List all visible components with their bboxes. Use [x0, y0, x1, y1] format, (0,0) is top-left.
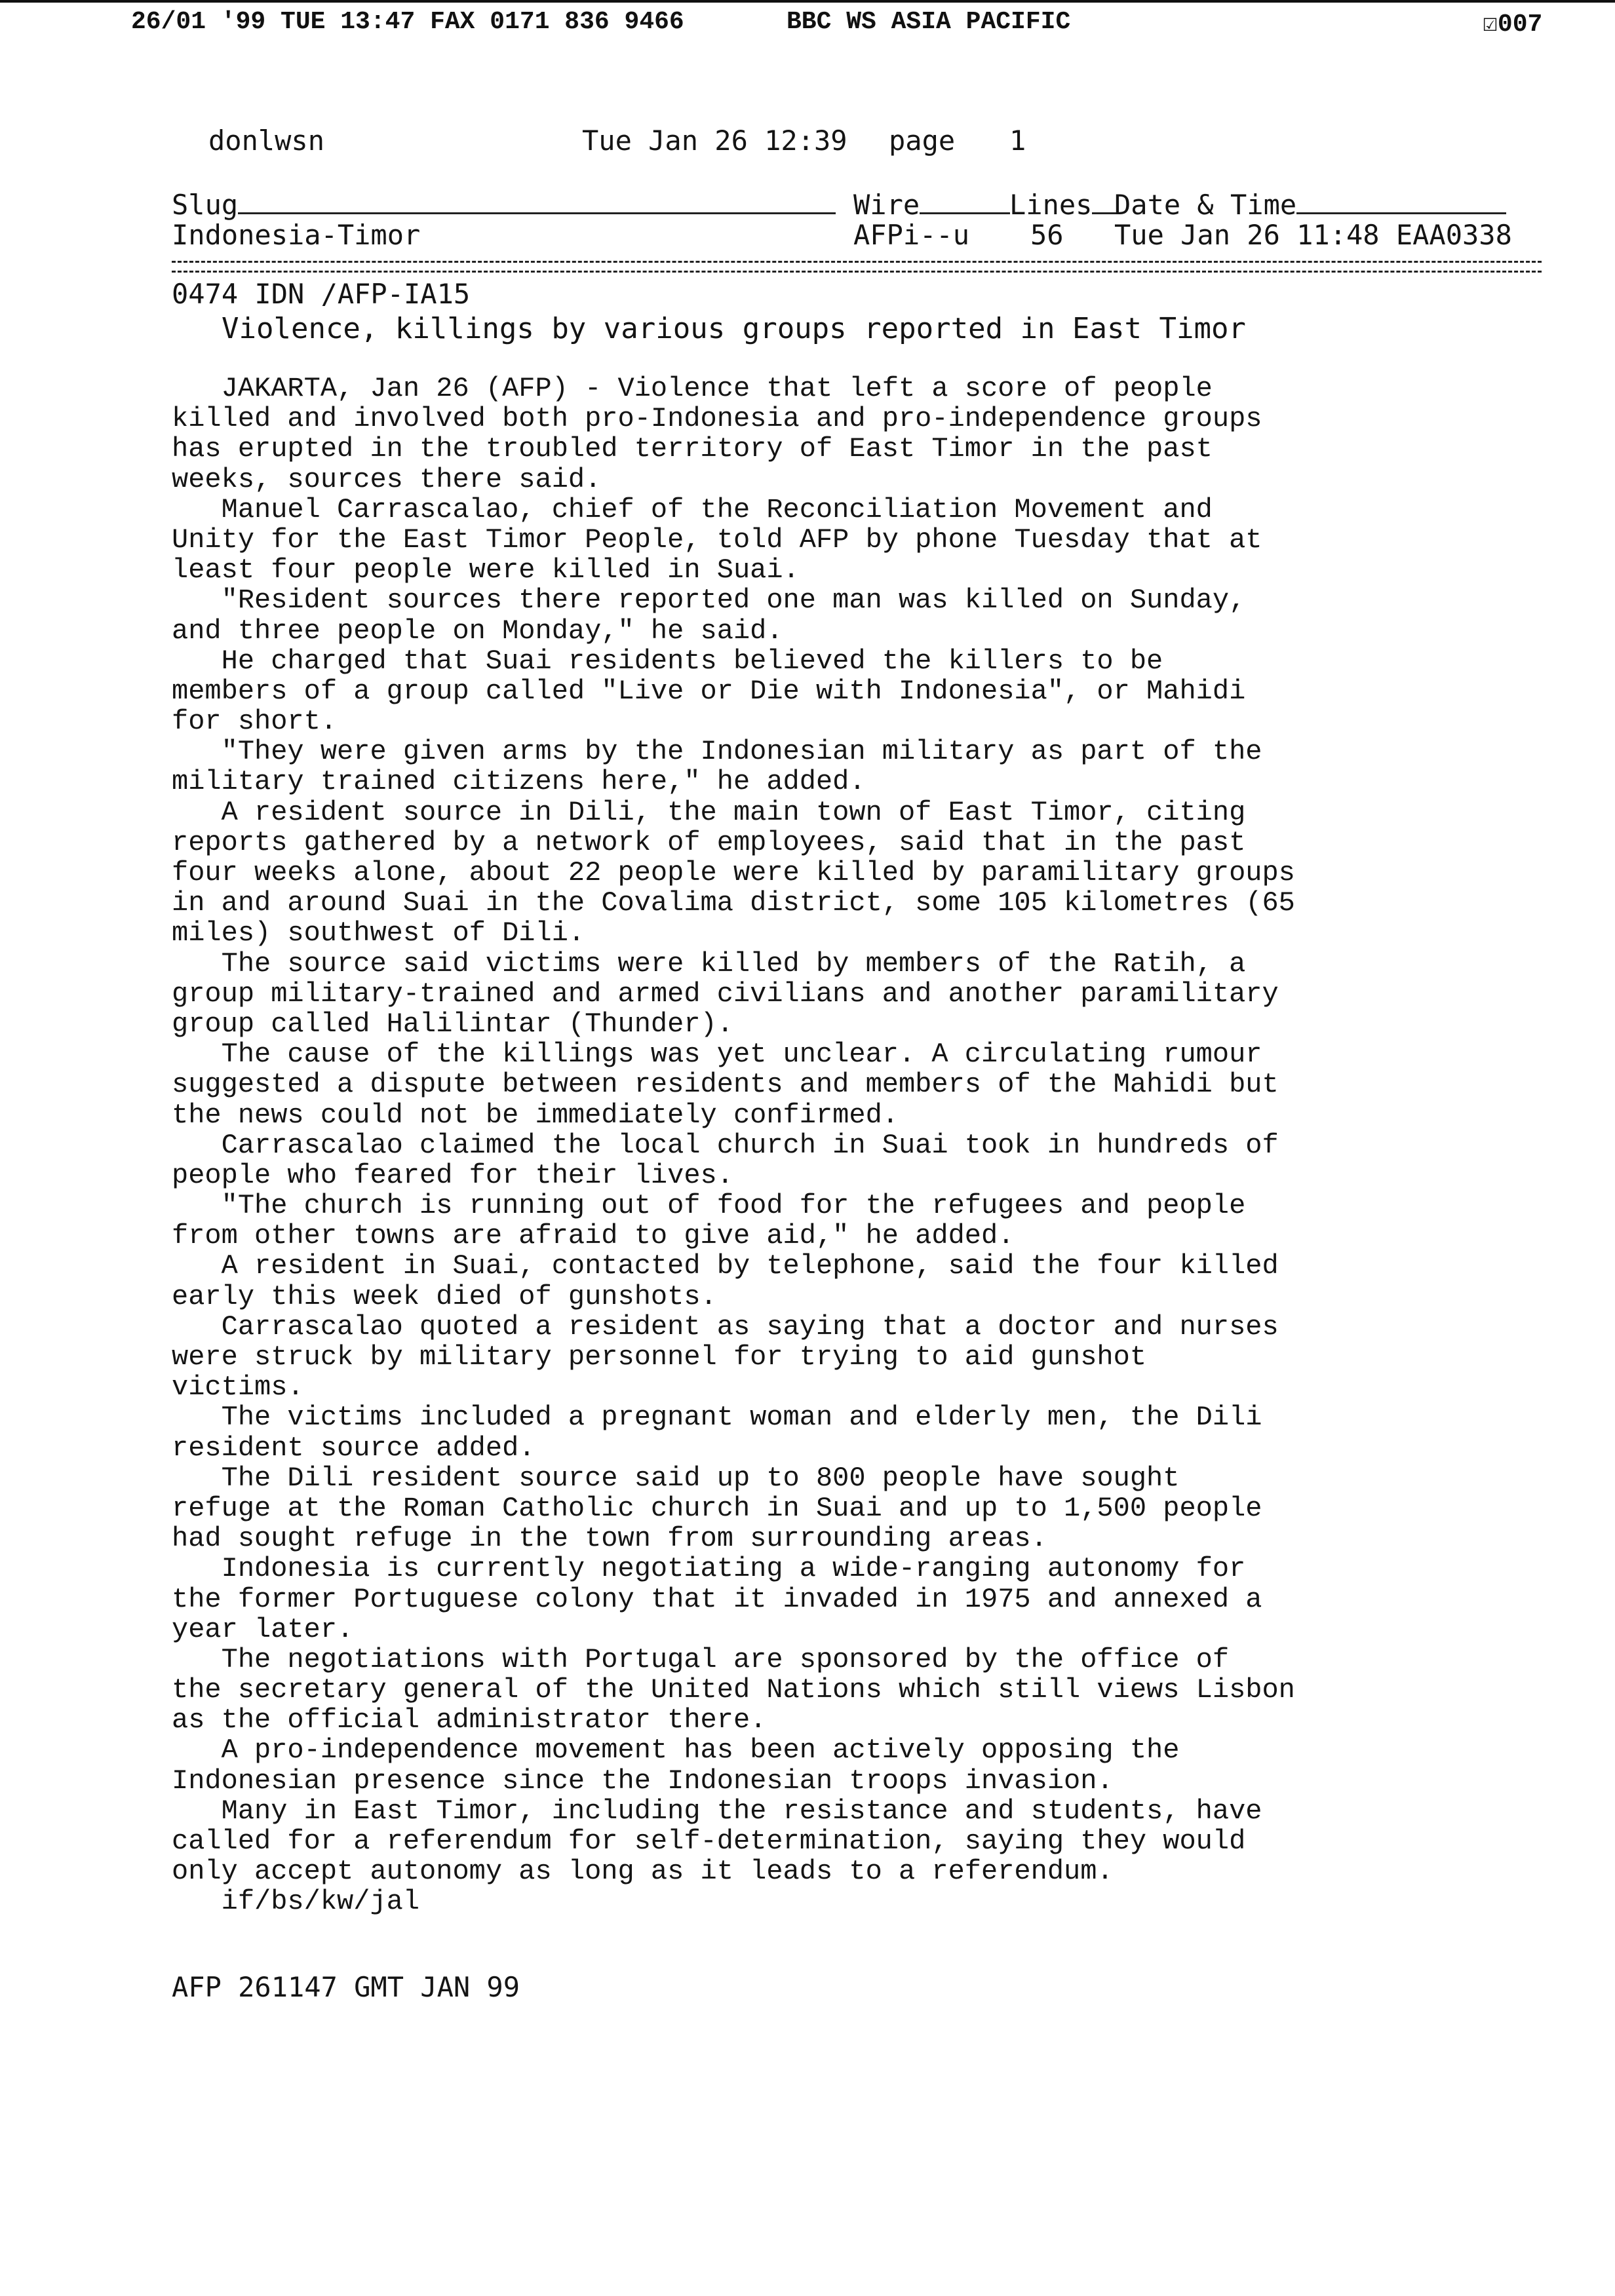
wire-label: Wire — [853, 189, 1010, 221]
story-line: refuge at the Roman Catholic church in Suai and up to 1,500 people — [172, 1492, 1262, 1524]
fax-station-name: BBC WS ASIA PACIFIC — [787, 8, 1071, 36]
story-line: early this week died of gunshots. — [172, 1280, 717, 1312]
story-line: weeks, sources there said. — [172, 463, 602, 495]
fax-page-box-icon: ☑ — [1483, 10, 1498, 39]
story-line: group military-trained and armed civilians and another paramilitary — [172, 978, 1279, 1010]
story-line: people who feared for their lives. — [172, 1159, 733, 1191]
story-line: four weeks alone, about 22 people were killed by paramilitary groups — [172, 857, 1295, 889]
story-line: had sought refuge in the town from surrounding areas. — [172, 1523, 1047, 1555]
story-line: called for a referendum for self-determination, saying they would — [172, 1826, 1246, 1857]
story-line: in and around Suai in the Covalima district, some 105 kilometres (65 — [172, 887, 1295, 919]
story-line: Indonesian presence since the Indonesian troops invasion. — [172, 1765, 1114, 1797]
story-line: year later. — [172, 1613, 354, 1645]
wire-value: AFPi--u — [853, 219, 970, 251]
story-line: The Dili resident source said up to 800 people have sought — [172, 1462, 1180, 1494]
story-line: reports gathered by a network of employees, said that in the past — [172, 826, 1246, 858]
story-footer: AFP 261147 GMT JAN 99 — [172, 1971, 520, 2003]
story-line: Indonesia is currently negotiating a wide-ranging autonomy for — [172, 1553, 1246, 1585]
story-line: suggested a dispute between residents and members of the Mahidi but — [172, 1069, 1279, 1101]
story-line: for short. — [172, 706, 338, 738]
story-line: from other towns are afraid to give aid," he added. — [172, 1220, 1015, 1252]
story-line: "They were given arms by the Indonesian military as part of the — [172, 736, 1262, 768]
story-line: He charged that Suai residents believed the killers to be — [172, 645, 1163, 677]
story-headline: Violence, killings by various groups reported in East Timor — [222, 312, 1246, 345]
story-line: and three people on Monday," he said. — [172, 615, 783, 647]
story-id: 0474 IDN /AFP-IA15 — [172, 278, 471, 310]
story-line: JAKARTA, Jan 26 (AFP) - Violence that left a score of people — [172, 373, 1213, 404]
story-line: least four people were killed in Suai. — [172, 554, 800, 586]
story-line: only accept autonomy as long as it leads to a referendum. — [172, 1856, 1114, 1888]
story-line: Carrascalao quoted a resident as saying that a doctor and nurses — [172, 1311, 1279, 1343]
story-line: as the official administrator there. — [172, 1704, 767, 1736]
story-line: Unity for the East Timor People, told AFP by phone Tuesday that at — [172, 524, 1262, 556]
story-line: Carrascalao claimed the local church in Suai took in hundreds of — [172, 1129, 1279, 1161]
story-line: A resident source in Dili, the main town of East Timor, citing — [172, 796, 1246, 828]
story-body — [172, 373, 1574, 1917]
fax-header — [0, 0, 1615, 43]
lines-label: Lines — [1009, 189, 1118, 221]
story-line: The source said victims were killed by members of the Ratih, a — [172, 947, 1246, 980]
story-line: "The church is running out of food for the refugees and people — [172, 1190, 1246, 1222]
page-number: 1 — [1009, 124, 1026, 157]
story-line: members of a group called "Live or Die with Indonesia", or Mahidi — [172, 675, 1246, 707]
date-time-label: Date & Time — [1114, 189, 1506, 221]
story-line: The cause of the killings was yet unclear. A circulating rumour — [172, 1039, 1262, 1071]
story-line: the news could not be immediately confirmed. — [172, 1099, 899, 1131]
story-line: A pro-independence movement has been actively opposing the — [172, 1734, 1180, 1767]
lines-value: 56 — [1030, 219, 1064, 251]
slug-label: Slug — [172, 189, 836, 221]
story-line: victims. — [172, 1371, 304, 1404]
story-line: Manuel Carrascalao, chief of the Reconciliation Movement and — [172, 493, 1213, 526]
story-line: resident source added. — [172, 1432, 535, 1464]
print-user: donlwsn — [208, 124, 325, 157]
story-line: "Resident sources there reported one man was killed on Sunday, — [172, 584, 1246, 617]
story-line: the secretary general of the United Nations which still views Lisbon — [172, 1674, 1295, 1706]
story-line: Many in East Timor, including the resistance and students, have — [172, 1795, 1262, 1827]
story-line: if/bs/kw/jal — [172, 1886, 420, 1918]
story-line: military trained citizens here," he added. — [172, 766, 866, 798]
story-line: has erupted in the troubled territory of East Timor in the past — [172, 433, 1213, 465]
story-line: The victims included a pregnant woman and elderly men, the Dili — [172, 1402, 1262, 1434]
date-time-value: Tue Jan 26 11:48 EAA0338 — [1114, 219, 1512, 251]
fax-page-number: ☑007 — [1483, 10, 1543, 39]
story-line: The negotiations with Portugal are sponsored by the office of — [172, 1643, 1230, 1675]
print-datetime: Tue Jan 26 12:39 — [582, 124, 847, 157]
story-line: were struck by military personnel for trying to aid gunshot — [172, 1341, 1147, 1373]
story-line: A resident in Suai, contacted by telephone, said the four killed — [172, 1250, 1279, 1282]
story-line: miles) southwest of Dili. — [172, 917, 585, 949]
story-line: group called Halilintar (Thunder). — [172, 1008, 733, 1040]
story-line: killed and involved both pro-Indonesia and pro-independence groups — [172, 403, 1262, 435]
page-label: page — [889, 124, 956, 157]
slug-value: Indonesia-Timor — [172, 219, 421, 251]
fax-transmission-info: 26/01 '99 TUE 13:47 FAX 0171 836 9466 — [131, 8, 684, 36]
header-divider — [172, 261, 1542, 273]
story-line: the former Portuguese colony that it invaded in 1975 and annexed a — [172, 1583, 1262, 1615]
